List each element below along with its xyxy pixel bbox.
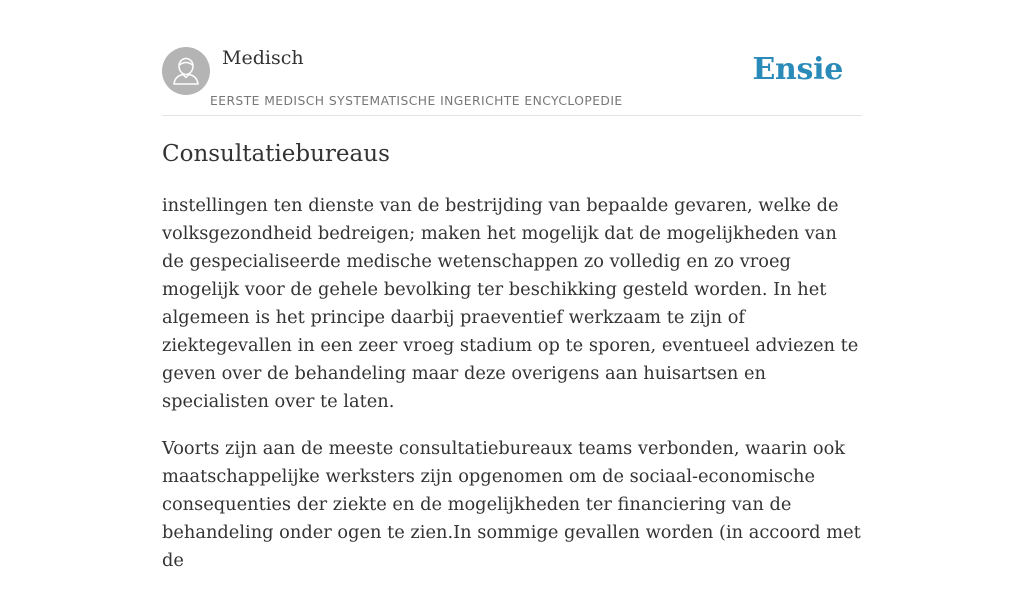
content-column [162,0,862,571]
source-header [162,0,862,116]
article-body [162,192,862,594]
source-name-link[interactable]: Medisch [222,47,304,69]
avatar[interactable] [162,47,210,95]
brand-logo[interactable]: Ensie [752,52,843,87]
user-silhouette-icon [162,47,210,95]
source-subtitle: EERSTE MEDISCH SYSTEMATISCHE INGERICHTE ENCYCLOPEDIE [210,94,623,108]
article-paragraph: instellingen ten dienste van de bestrijding van bepaalde gevaren, welke de volksgezondheid bedreigen; maken het mogelijk dat de mogelijkheden van de gespecialiseerde medische wetenschappen zo volledig en zo vroeg mogelijk voor de gehele bevolking ter beschikking gesteld worden. In het algemeen is het principe daarbij praeventief werkzaam te zijn of ziektegevallen in een zeer vroeg stadium op te sporen, eventueel adviezen te geven over de behandeling maar deze overigens aan huisartsen en specialisten over te laten. [162,195,859,412]
article-paragraph: Voorts zijn aan de meeste consultatiebureaux teams verbonden, waarin ook maatschappelijke werksters zijn opgenomen om de sociaal-economische consequenties der ziekte en de mogelijkheden ter financiering van de behandeling onder ogen te zien.In sommige gevallen worden (in accoord met de [162,438,861,571]
article-title: Consultatiebureaus [162,141,390,167]
